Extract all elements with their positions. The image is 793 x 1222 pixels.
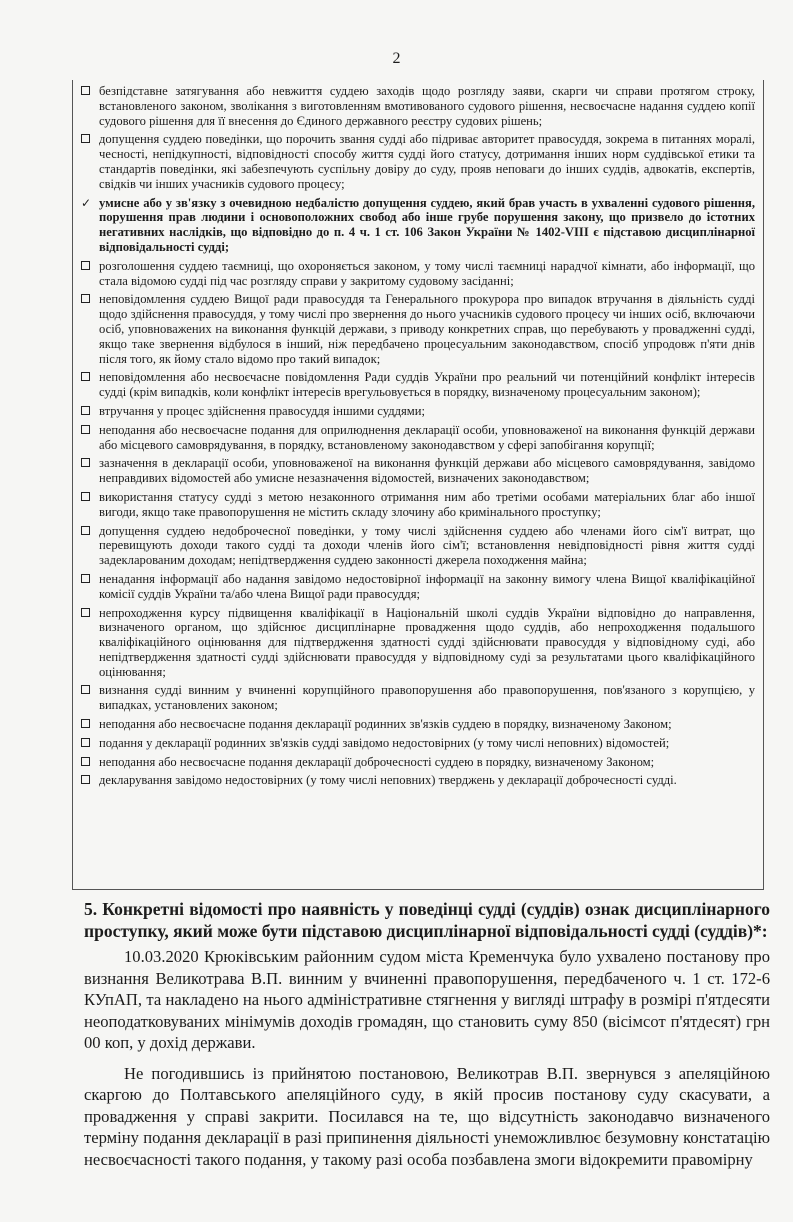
- criteria-item: [81, 196, 755, 255]
- criteria-item: [81, 717, 755, 732]
- criteria-item-text: декларування завідомо недостовірних (у тому числі неповних) тверджень у декларації доброчесності судді.: [99, 773, 677, 788]
- checkbox-icon: [81, 84, 99, 99]
- criteria-item: [81, 773, 755, 788]
- checkbox-icon: [81, 683, 99, 698]
- criteria-item-text: непроходження курсу підвищення кваліфікації в Національній школі суддів України відповідно до направлення, визначеного органом, що здійснює дисциплінарне провадження щодо суддів, або непроходження подальшого кваліфікаційного оцінювання для підтвердження здатності судді здійснювати правосуддя у відповідному суді, або непідтвердження здатності судді здійснювати правосуддя у відповідному суді за результатами цього кваліфікаційного оцінювання;: [99, 605, 755, 679]
- criteria-item-text: безпідставне затягування або невжиття суддею заходів щодо розгляду заяви, скарги чи справи протягом строку, встановленого законом, зволікання з виготовленням вмотивованого судового рішення, несвоєчасне надання суддею копії судового рішення для її внесення до Єдиного державного реєстру судових рішень;: [99, 84, 755, 128]
- checkbox-icon: [81, 755, 99, 770]
- criteria-item: [81, 292, 755, 366]
- criteria-item: [81, 606, 755, 680]
- page-number: 2: [392, 50, 401, 67]
- criteria-item: [81, 423, 755, 453]
- criteria-item-text: втручання у процес здійснення правосуддя іншими суддями;: [99, 403, 426, 418]
- checkbox-icon: [81, 736, 99, 751]
- criteria-item-text: допущення суддею поведінки, що порочить звання судді або підриває авторитет правосуддя, зокрема в питаннях моралі, чесності, непідкупності, відповідності способу життя судді його статусу, дотримання інших норм суддівської етики та стандартів поведінки, які забезпечують суспільну довіру до суду, прояв неповаги до інших суддів, адвокатів, експертів, свідків чи інших учасників судового процесу;: [99, 132, 755, 191]
- criteria-item-text: неподання або несвоєчасне подання для оприлюднення декларації особи, уповноваженої на виконання функцій держави або місцевого самоврядування, в порядку, встановленому законодавством у сфері запобігання корупції;: [99, 422, 755, 452]
- checkbox-icon: [81, 259, 99, 274]
- criteria-item-text: ненадання інформації або надання завідомо недостовірної інформації на законну вимогу члена Вищої кваліфікаційної комісії суддів України та/або члена Вищої ради правосуддя;: [99, 571, 755, 601]
- criteria-item: [81, 490, 755, 520]
- checkbox-icon: [81, 572, 99, 587]
- criteria-item-text: умисне або у зв'язку з очевидною недбалістю допущення суддею, який брав участь в ухваленні судового рішення, порушення прав людини і основоположних свобод або інше грубе порушення закону, що призвело до істотних негативних наслідків, що відповідно до п. 4 ч. 1 ст. 106 Закон України № 1402-VIII є підставою дисциплінарної відповідальності судді;: [99, 195, 755, 254]
- criteria-item-text: допущення суддею недоброчесної поведінки, у тому числі здійснення суддею або членами його сім'ї витрат, що перевищують доходи такого судді та доходи членів його сім'ї; встановлення невідповідності рівня життя судді задекларованим доходам; непідтвердження суддею законності джерела походження майна;: [99, 523, 755, 568]
- section-5-paragraph-1: 10.03.2020 Крюківським районним судом міста Кременчука було ухвалено постанову про визнання Великотрава В.П. винним у вчиненні правопорушення, передбаченого ч. 1 ст. 172-6 КУпАП, та накладено на нього адміністративне стягнення у вигляді штрафу в розмірі п'ятдесяти неоподатковуваних мінімумів доходів громадян, що становить суму 850 (вісімсот п'ятдесят) грн 00 коп, у дохід держави.: [84, 947, 770, 1052]
- criteria-item: [81, 84, 755, 128]
- section-5-paragraph-2: Не погодившись із прийнятою постановою, Великотрав В.П. звернувся з апеляційною скаргою до Полтавського апеляційного суду, в якій просив постанову суду скасувати, а провадження у справі закрити. Посилався на те, що відсутність законодавчо визначеного терміну подання декларації в разі припинення діяльності унеможливлює безумовну констатацію несвоєчасності такого подання, у такому разі особа позбавлена змоги відокремити правомірну: [84, 1063, 770, 1169]
- checkbox-icon: [81, 404, 99, 419]
- criteria-item-text: неподання або несвоєчасне подання декларації родинних зв'язків суддею в порядку, визначеному Законом;: [99, 717, 672, 732]
- criteria-item: [81, 736, 755, 751]
- checkbox-icon: [81, 132, 99, 147]
- criteria-item-text: неповідомлення або несвоєчасне повідомлення Ради суддів України про реальний чи потенційний конфлікт інтересів судді (крім випадків, коли конфлікт інтересів врегульовується в порядку, визначеному процесуальним законом);: [99, 370, 755, 400]
- criteria-item-text: зазначення в декларації особи, уповноваженої на виконання функцій держави або місцевого самоврядування, завідомо неправдивих відомостей або умисне незазначення відомостей, визначених законодавством;: [99, 456, 755, 486]
- checkbox-icon: [81, 773, 99, 788]
- checkbox-icon: [81, 370, 99, 385]
- checkmark-icon: ✓: [81, 195, 92, 210]
- criteria-item: [81, 370, 755, 400]
- criteria-item-text: неповідомлення суддею Вищої ради правосуддя та Генерального прокурора про випадок втручання в діяльність судді щодо здійснення правосуддя, у тому числі про звернення до нього учасників судового процесу чи інших осіб, включаючи осіб, уповноважених на виконання функцій держави, з приводу конкретних справ, що перебувають у провадженні судді, якщо таке звернення відбулося в інший, ніж передбачено процесуальним законодавством, спосіб упродовж п'яти днів після того, як йому стало відомо про такий випадок;: [99, 292, 755, 366]
- checkbox-icon: [81, 490, 99, 505]
- checkbox-icon: [81, 456, 99, 471]
- criteria-item: [81, 132, 755, 191]
- checkbox-icon: [81, 423, 99, 438]
- criteria-item-text: визнання судді винним у вчиненні корупційного правопорушення або правопорушення, пов'язаного з корупцією, у випадках, установлених законом;: [99, 683, 755, 713]
- checkbox-icon: [81, 292, 99, 307]
- criteria-item: [81, 456, 755, 486]
- criteria-item-text: неподання або несвоєчасне подання декларації доброчесності суддею в порядку, визначеному Законом;: [99, 754, 655, 769]
- criteria-item-text: подання у декларації родинних зв'язків судді завідомо недостовірних (у тому числі неповних) відомостей;: [99, 735, 670, 750]
- criteria-item: [81, 755, 755, 770]
- criteria-checklist: [72, 80, 764, 890]
- criteria-item: [81, 683, 755, 713]
- criteria-item-text: розголошення суддею таємниці, що охороняється законом, у тому числі таємниці нарадчої кімнати, або інформації, що стала відомою судді під час розгляду справи у закритому судовому засіданні;: [99, 258, 755, 288]
- criteria-item: [81, 259, 755, 289]
- checkbox-icon: [81, 717, 99, 732]
- criteria-item: [81, 524, 755, 568]
- checkbox-icon: [81, 524, 99, 539]
- criteria-item: [81, 404, 755, 419]
- section-5-heading: 5. Конкретні відомості про наявність у поведінці судді (суддів) ознак дисциплінарного проступку, який може бути підставою дисциплінарної відповідальності судді (суддів)*:: [84, 899, 770, 941]
- criteria-item: [81, 572, 755, 602]
- criteria-item-text: використання статусу судді з метою незаконного отримання ним або третіми особами матеріальних благ або іншої вигоди, якщо таке правопорушення не містить складу злочину або кримінального проступку;: [99, 489, 755, 519]
- section-5: [84, 898, 770, 1179]
- checkbox-icon: [81, 606, 99, 621]
